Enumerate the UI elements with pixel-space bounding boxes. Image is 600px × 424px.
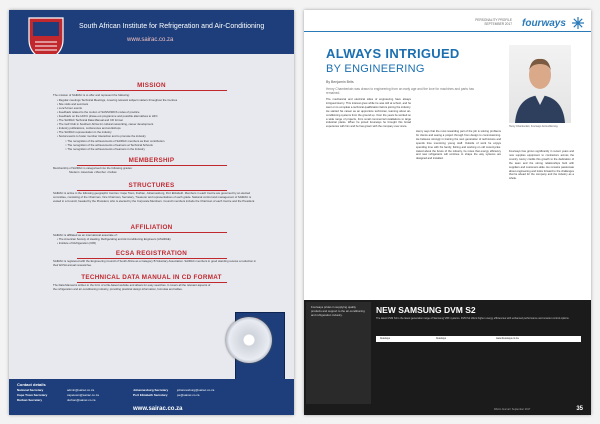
snowflake-icon [572,17,584,29]
affiliation-bullets [57,237,257,245]
contacts-right-emails [177,388,214,398]
section-label: PERSONALITY PROFILE SEPTEMBER 2017 [475,18,512,26]
contact-label: Durban Secretary [17,398,43,402]
article-title: ALWAYS INTRIGUED [326,46,460,61]
ecsa-heading: ECSA REGISTRATION [9,250,294,259]
list-item: • The SAIRAC Technical Data Manual and CD format [57,118,257,122]
membership-text: Membership of SAIRAC is categorised into the following grades: [53,166,133,170]
mission-intro: The mission of SAIRAC is to offer and represent the following: [53,93,130,97]
affiliation-heading: AFFILIATION [9,224,294,233]
header-url[interactable]: www.sairac.co.za [127,37,174,43]
contact-label: National Secretary [17,388,44,392]
magazine-footer: RACA Journal I September 2017 [494,408,531,411]
photo-caption: Henry Chamberlain, Fourways Airconditioning. [509,125,559,128]
header-title: South African Institute for Refrigeration and Air-Conditioning [79,23,265,30]
page-number: 35 [576,406,583,412]
contact-email[interactable]: johannesburg@sairac.co.za [177,388,215,392]
list-item: • Industry publications, conferences and workshops [57,126,257,130]
left-header [9,10,294,54]
advert-contact-strip [376,336,581,342]
contacts-footer [9,379,294,415]
mission-sub-bullets [65,139,255,151]
byline: By Benjamin Brits [326,80,354,84]
list-item: • Feedback related to the motion of SANS/NRCS codes of practice [57,110,257,114]
list-item: • The Golf Club in Southern Africa for cultural networking, career development [57,122,257,126]
strip-item[interactable]: fourways [436,337,447,340]
manual-text: The Data Manual is written in the form of a file-based website and allows for easy searches. It covers all the relevant aspects of the refrigeration and air-conditioning industry, providing practical design information, formulas and tables. [53,283,211,291]
advert-body: The latest DVM S2 is the latest generation range of Samsung VRF systems. DVM S2 offers higher energy efficiencies with enhanced performance and smarter control options. [376,317,570,320]
contact-email[interactable]: durban@sairac.co.za [67,398,96,402]
list-item: • Feedback on the HCFC phase-out programme and possible alternatives to HFC [57,114,257,118]
samsung-advert [304,300,591,415]
contact-label: Port Elizabeth Secretary [133,393,168,397]
manual-heading: TECHNICAL DATA MANUAL IN CD FORMAT [9,274,294,283]
list-item: • Site visits and seminars [57,102,257,106]
ecsa-text: SAIRAC is registered with the Engineering Council of South Africa as a Category B Voluntary Association. SAIRAC members in good standing receive a reduction in their ECSA annual renewal fee. [53,259,256,267]
article-subtitle: BY ENGINEERING [326,63,425,75]
strip-item[interactable]: www.fourways.co.za [496,337,519,340]
structures-text: SAIRAC is active in the following geographic Centres: Cape Town, Durban, Johannesburg, Port Elizabeth. Members in each Centre are governed by an elected committee, consisting of the Chairman, Vice Chairman, Secretary, Treasurer and representatives of each grade. National control and management of SAIRAC is vested in a Council, headed by the President, who is elected by the Corporate Members. Council members include the Chairman of each Centre and the President. [53,191,255,203]
membership-grades: Student • Associate • Member • Fellow [69,170,117,174]
contact-email[interactable]: pe@sairac.co.za [177,393,200,397]
list-item: ○ The recognition of the achievements of SAIRAC members as their contribution [65,139,255,143]
brand-logo: fourways [522,18,566,29]
left-page [9,10,294,415]
footer-url[interactable]: www.sairac.co.za [133,406,183,412]
person-icon [509,45,571,123]
contact-email[interactable]: admin@sairac.co.za [67,388,95,392]
mission-bullets [57,98,257,138]
affiliation-text: SAIRAC is affiliated as an international associate of: [53,233,118,237]
contacts-left-emails [67,388,99,403]
advert-side-text: Fourways prides in supplying quality products and support to the air-conditioning and refrigeration industry. [311,305,365,317]
list-item: ○ The recognition of the achievements of learners at Technical Schools [65,143,255,147]
article-column-2: Henry says that the most rewarding part of the job is solving problems for clients and seeing a project through from design to commissioning. He believes strongly in training the next generation of technicians and spends time mentoring young staff. Outside of work he enjoys spending time with his family, fishing and working on old motorcycles. Asked about the future of the industry, he notes that energy efficiency and new refrigerants will continue to shape the way systems are designed and installed. [416,130,501,161]
contacts-right-labels [133,388,168,398]
dvd-disc-icon [226,317,272,363]
membership-heading: MEMBERSHIP [9,157,294,166]
list-item: • The SAIRAC representation in the industry [57,130,257,134]
list-item: • Institute of Refrigeration (IOR) [57,241,257,245]
contact-email[interactable]: capetown@sairac.co.za [67,393,99,397]
mission-heading: MISSION [9,82,294,91]
contacts-heading: Contact details [17,382,46,387]
list-item: • Lunch-hour events [57,106,257,110]
list-item: • Regular meetings Technical Meetings, covering relevant subject matters throughout the Centres [57,98,257,102]
advert-side-panel [306,302,371,404]
strip-item[interactable]: fourways [380,337,391,340]
structures-heading: STRUCTURES [9,182,294,191]
article-column-1: The mechanical and electrical sides of engineering have always intrigued Henry. This interest grew while he was still at school, and he went on to complete a technical qualification before joining the industry. He started his career as an apprentice technician, learning about air-conditioning systems from the ground up. Over the years he worked on a wide range of projects, from small commercial installations to large industrial plants. When he joined Fourways he brought this broad experience with him and he has grown with the company ever since. [326,98,411,129]
brand-rule [304,31,591,32]
portrait-photo [509,45,571,123]
list-item: • Social events to foster member interaction and to promote the industry [57,134,257,138]
article-intro: Henry Chamberlain was drawn to engineering from an early age and the love for machines and parts has remained. [326,87,474,96]
list-item: • The American Society of Heating, Refrigerating and Air-Conditioning Engineers (ASHRAE) [57,237,257,241]
article-column-3: Fourways has grown significantly in recent years and now supplies equipment to contractors across the country. Henry credits this growth to the dedication of the team and the strong relationships built with suppliers and customers alike. He remains passionate about engineering and looks forward to the challenges that lie ahead for the company and the industry as a whole. [509,150,574,181]
list-item: ○ The recognition of the achievements of learners in the Industry [65,147,255,151]
right-page [304,10,591,415]
contacts-left-labels [17,388,47,403]
contact-label: Johannesburg Secretary [133,388,169,392]
advert-heading: NEW SAMSUNG DVM S2 [376,305,476,315]
contact-label: Cape Town Secretary [17,393,48,397]
